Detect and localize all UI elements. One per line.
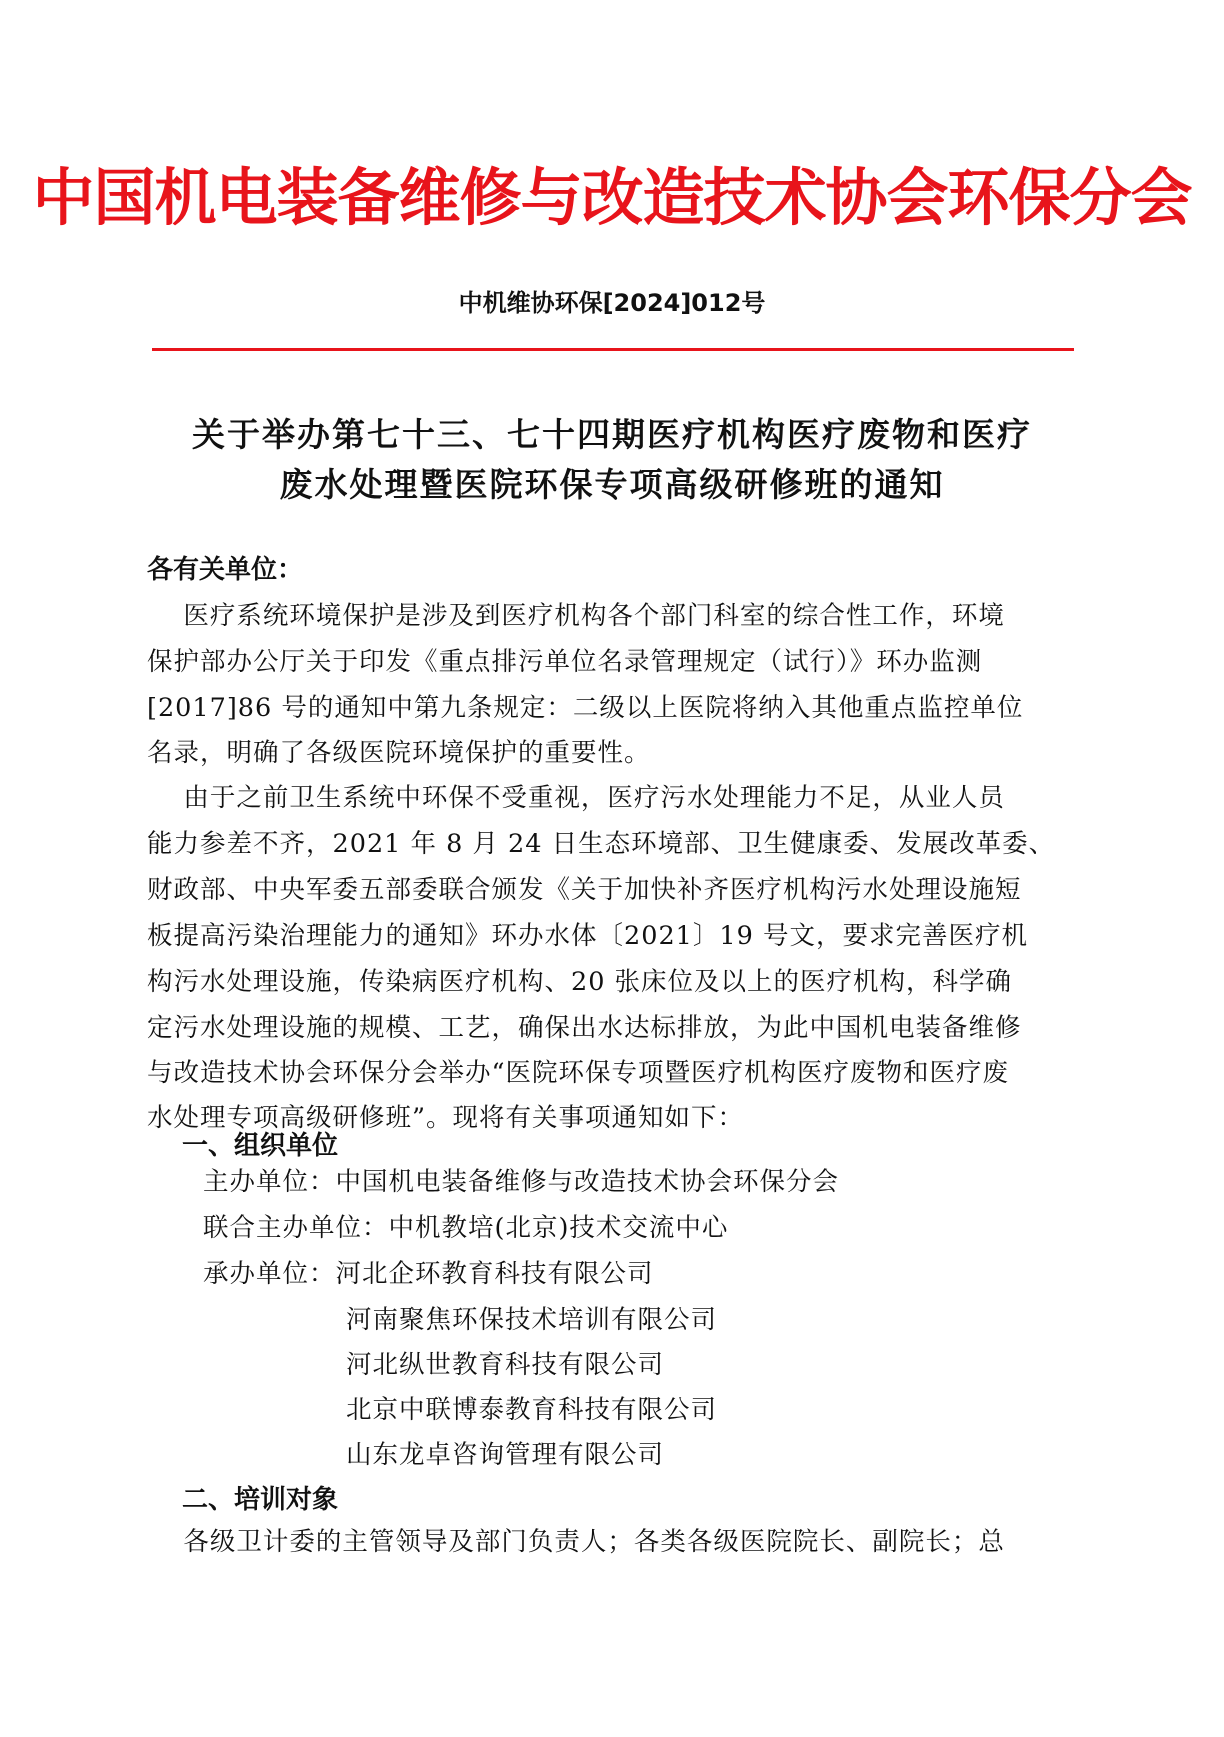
body-line: 与改造技术协会环保分会举办“医院环保专项暨医疗机构医疗废物和医疗废 bbox=[147, 1058, 1010, 1088]
organization-letterhead: 中国机电装备维修与改造技术协会环保分会 bbox=[32, 161, 1192, 234]
section-heading-trainees: 二、培训对象 bbox=[182, 1485, 339, 1515]
cohost-unit-name: 中机教培(北京)技术交流中心 bbox=[388, 1213, 729, 1243]
cohost-unit-row bbox=[203, 1210, 728, 1246]
notice-title-line-2: 废水处理暨医院环保专项高级研修班的通知 bbox=[279, 465, 945, 504]
body-line: 定污水处理设施的规模、工艺，确保出水达标排放，为此中国机电装备维修 bbox=[147, 1013, 1022, 1043]
red-divider-line bbox=[152, 348, 1074, 351]
cohost-unit-label: 联合主办单位： bbox=[203, 1213, 389, 1243]
organizer-name: 河北企环教育科技有限公司 bbox=[335, 1259, 654, 1289]
host-unit-name: 中国机电装备维修与改造技术协会环保分会 bbox=[335, 1167, 840, 1197]
body-line: 保护部办公厅关于印发《重点排污单位名录管理规定（试行）》环办监测 bbox=[147, 647, 983, 677]
notice-title-line-1: 关于举办第七十三、七十四期医疗机构医疗废物和医疗 bbox=[192, 415, 1032, 454]
body-line: 医疗系统环境保护是涉及到医疗机构各个部门科室的综合性工作，环境 bbox=[147, 601, 1005, 631]
organizer-name: 山东龙卓咨询管理有限公司 bbox=[346, 1440, 665, 1470]
body-line: 水处理专项高级研修班”。现将有关事项通知如下： bbox=[147, 1103, 745, 1133]
body-line: 各级卫计委的主管领导及部门负责人；各类各级医院院长、副院长；总 bbox=[147, 1527, 1005, 1557]
salutation: 各有关单位： bbox=[147, 555, 304, 585]
section-heading-organizers: 一、组织单位 bbox=[182, 1131, 339, 1161]
body-line: 能力参差不齐，2021 年 8 月 24 日生态环境部、卫生健康委、发展改革委、 bbox=[147, 829, 1056, 859]
body-line: 由于之前卫生系统中环保不受重视，医疗污水处理能力不足，从业人员 bbox=[147, 783, 1005, 813]
body-line: 名录，明确了各级医院环境保护的重要性。 bbox=[147, 738, 651, 768]
body-line: 财政部、中央军委五部委联合颁发《关于加快补齐医疗机构污水处理设施短 bbox=[147, 875, 1022, 905]
body-line: [2017]86 号的通知中第九条规定：二级以上医院将纳入其他重点监控单位 bbox=[147, 693, 1024, 723]
organizer-unit-row bbox=[203, 1256, 654, 1292]
organizer-name: 北京中联博泰教育科技有限公司 bbox=[346, 1395, 718, 1425]
organizer-unit-label: 承办单位： bbox=[203, 1259, 336, 1289]
document-number: 中机维协环保[2024]012号 bbox=[458, 289, 766, 317]
host-unit-label: 主办单位： bbox=[203, 1167, 336, 1197]
organizer-name: 河南聚焦环保技术培训有限公司 bbox=[346, 1305, 718, 1335]
body-line: 构污水处理设施，传染病医疗机构、20 张床位及以上的医疗机构，科学确 bbox=[147, 967, 1013, 997]
body-line: 板提高污染治理能力的通知》环办水体〔2021〕19 号文，要求完善医疗机 bbox=[147, 921, 1028, 951]
organizer-name: 河北纵世教育科技有限公司 bbox=[346, 1350, 665, 1380]
host-unit-row bbox=[203, 1164, 839, 1200]
